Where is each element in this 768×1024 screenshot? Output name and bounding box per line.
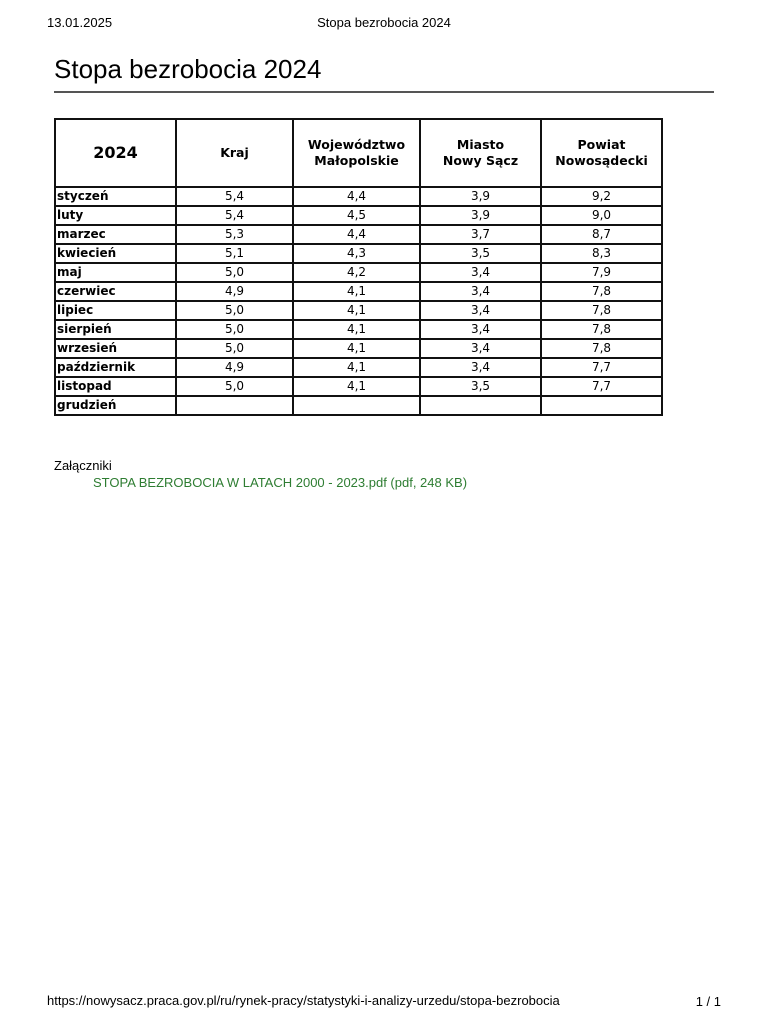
cell-kraj: 4,9 [176,282,293,301]
cell-month: grudzień [55,396,176,415]
header-wojewodztwo [293,119,420,187]
table-row [55,244,662,263]
cell-month: marzec [55,225,176,244]
cell-wojewodztwo: 4,1 [293,358,420,377]
cell-powiat: 7,8 [541,320,662,339]
cell-month: sierpień [55,320,176,339]
cell-kraj [176,396,293,415]
cell-miasto [420,396,541,415]
cell-powiat: 7,8 [541,282,662,301]
table-row [55,339,662,358]
print-footer-page-number: 1 / 1 [695,994,721,1009]
cell-miasto: 3,9 [420,187,541,206]
cell-wojewodztwo: 4,2 [293,263,420,282]
cell-kraj: 5,0 [176,263,293,282]
print-header-title: Stopa bezrobocia 2024 [317,15,451,30]
header-line: Małopolskie [314,153,399,168]
cell-wojewodztwo: 4,1 [293,282,420,301]
cell-miasto: 3,9 [420,206,541,225]
cell-kraj: 5,0 [176,377,293,396]
cell-powiat: 8,7 [541,225,662,244]
cell-powiat: 7,7 [541,358,662,377]
cell-miasto: 3,4 [420,263,541,282]
cell-month: maj [55,263,176,282]
cell-month: czerwiec [55,282,176,301]
cell-kraj: 5,0 [176,320,293,339]
cell-wojewodztwo: 4,1 [293,320,420,339]
cell-month: lipiec [55,301,176,320]
cell-month: kwiecień [55,244,176,263]
cell-miasto: 3,4 [420,339,541,358]
cell-powiat: 7,7 [541,377,662,396]
header-line: Powiat [577,137,626,152]
cell-miasto: 3,4 [420,320,541,339]
cell-miasto: 3,4 [420,301,541,320]
cell-month: wrzesień [55,339,176,358]
header-line: Nowy Sącz [442,153,519,168]
cell-miasto: 3,5 [420,244,541,263]
table-row [55,263,662,282]
table-row [55,377,662,396]
table-body [55,187,662,415]
table-header [55,119,662,187]
table-row [55,225,662,244]
header-line: Województwo [307,137,406,152]
cell-miasto: 3,5 [420,377,541,396]
attachment-pdf-link[interactable]: STOPA BEZROBOCIA W LATACH 2000 - 2023.pdf (pdf, 248 KB) [93,475,468,490]
cell-month: listopad [55,377,176,396]
cell-month: luty [55,206,176,225]
cell-wojewodztwo: 4,3 [293,244,420,263]
table-row [55,206,662,225]
header-line: Nowosądecki [555,153,648,168]
table-row [55,358,662,377]
cell-wojewodztwo: 4,5 [293,206,420,225]
cell-kraj: 5,0 [176,339,293,358]
page-title: Stopa bezrobocia 2024 [54,54,322,84]
cell-powiat: 7,8 [541,301,662,320]
cell-wojewodztwo: 4,1 [293,339,420,358]
cell-powiat: 9,2 [541,187,662,206]
table-row [55,320,662,339]
cell-powiat: 8,3 [541,244,662,263]
header-line: Kraj [220,145,249,160]
cell-kraj: 4,9 [176,358,293,377]
header-line: Miasto [456,137,505,152]
cell-month: styczeń [55,187,176,206]
print-header-date: 13.01.2025 [47,15,113,30]
cell-wojewodztwo: 4,4 [293,187,420,206]
cell-wojewodztwo: 4,4 [293,225,420,244]
attachments-label: Załączniki [54,458,112,473]
cell-powiat: 7,9 [541,263,662,282]
cell-powiat: 7,8 [541,339,662,358]
header-miasto [420,119,541,187]
cell-kraj: 5,3 [176,225,293,244]
table-row [55,187,662,206]
header-year [55,119,176,187]
cell-wojewodztwo [293,396,420,415]
cell-kraj: 5,0 [176,301,293,320]
cell-miasto: 3,7 [420,225,541,244]
header-powiat [541,119,662,187]
table-header-row [55,119,662,187]
cell-month: październik [55,358,176,377]
table-row [55,282,662,301]
print-footer-url: https://nowysacz.praca.gov.pl/ru/rynek-pracy/statystyki-i-analizy-urzedu/stopa-bezrobocia [47,993,560,1008]
cell-powiat [541,396,662,415]
cell-miasto: 3,4 [420,358,541,377]
cell-kraj: 5,4 [176,206,293,225]
cell-wojewodztwo: 4,1 [293,301,420,320]
header-kraj [176,119,293,187]
cell-miasto: 3,4 [420,282,541,301]
cell-kraj: 5,4 [176,187,293,206]
table-row [55,396,662,415]
header-line: 2024 [93,143,138,162]
unemployment-rate-table [54,118,663,416]
cell-wojewodztwo: 4,1 [293,377,420,396]
table-row [55,301,662,320]
title-divider [54,91,714,93]
cell-powiat: 9,0 [541,206,662,225]
cell-kraj: 5,1 [176,244,293,263]
